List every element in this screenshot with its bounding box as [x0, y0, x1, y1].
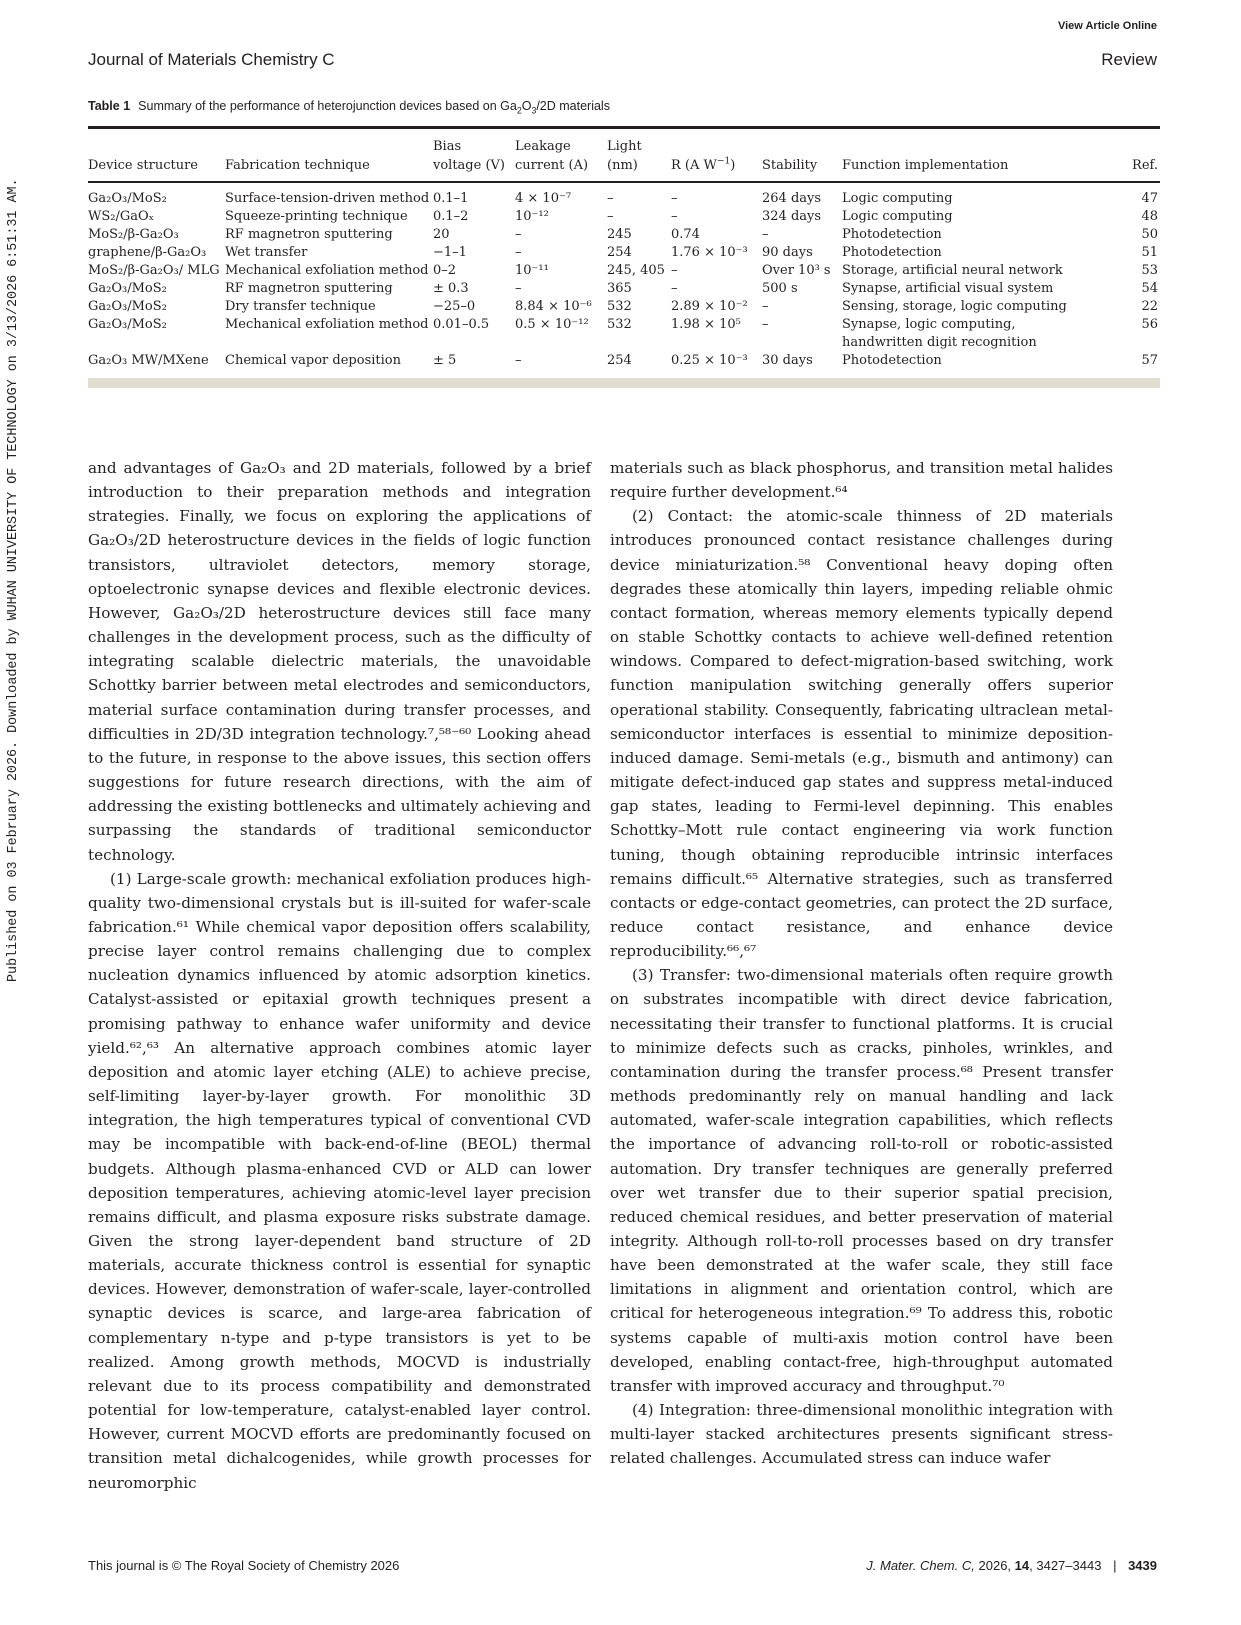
- cell-light: 254: [607, 245, 632, 260]
- cell-ref: 48: [1141, 209, 1158, 224]
- cell-device: MoS₂/β-Ga₂O₃/ MLG: [88, 263, 220, 278]
- header-light: Light (nm): [607, 139, 642, 173]
- cell-ref: 57: [1141, 353, 1158, 368]
- header-stability: Stability: [762, 158, 818, 173]
- cell-leakage: –: [515, 353, 522, 368]
- paragraph: (4) Integration: three-dimensional monolithic integration with multi-layer stacked architectures presents significant stress-related challenges. Accumulated stress can induce wafer: [610, 1401, 1113, 1468]
- cell-device: Ga₂O₃/MoS₂: [88, 281, 167, 296]
- cell-ref: 53: [1141, 263, 1158, 278]
- cell-leakage: 4 × 10⁻⁷: [515, 191, 572, 206]
- paragraph: (3) Transfer: two-dimensional materials often require growth on substrates incompatible with direct device fabrication, necessitating their transfer to functional platforms. It is crucial to minimize defects such as cracks, pinholes, wrinkles, and contamination during the transfer process.⁶⁸ Present transfer methods predominantly rely on manual handling and lack automated, wafer-scale integration capabilities, which reflects the importance of advancing roll-to-roll or robotic-assisted automation. Dry transfer techniques are generally preferred over wet transfer due to their superior spatial precision, reduced chemical residues, and better preservation of material integrity. Although roll-to-roll processes based on dry transfer have been demonstrated at the wafer scale, they still face limitations in alignment and orientation control, which are critical for heterogeneous integration.⁶⁹ To address this, robotic systems capable of multi-axis motion control have been developed, enabling contact-free, high-throughput automated transfer with improved accuracy and throughput.⁷⁰: [610, 966, 1113, 1395]
- cell-bias: 0–2: [433, 263, 457, 278]
- cell-leakage: –: [515, 281, 522, 296]
- cell-function: Synapse, artificial visual system: [842, 281, 1054, 296]
- header-fabrication: Fabrication technique: [225, 158, 370, 173]
- header-bias: Bias voltage (V): [433, 139, 505, 173]
- cell-light: –: [607, 191, 614, 206]
- cell-leakage: –: [515, 245, 522, 260]
- table-row: [88, 352, 1160, 376]
- cell-stability: 30 days: [762, 353, 813, 368]
- cell-ref: 54: [1141, 281, 1158, 296]
- journal-title: Journal of Materials Chemistry C: [88, 50, 335, 69]
- body-column-right: [610, 456, 1113, 1471]
- table-row: [88, 280, 1160, 298]
- cell-fabrication: Mechanical exfoliation method: [225, 263, 429, 278]
- table-row: [88, 262, 1160, 280]
- cell-light: 254: [607, 353, 632, 368]
- table-row: [88, 244, 1160, 262]
- cell-fabrication: RF magnetron sputtering: [225, 281, 393, 296]
- cell-fabrication: Mechanical exfoliation method: [225, 317, 429, 332]
- cell-function: Photodetection: [842, 227, 942, 242]
- citation-year: 2026,: [978, 1558, 1012, 1573]
- cell-ref: 22: [1141, 299, 1158, 314]
- paragraph: and advantages of Ga₂O₃ and 2D materials, followed by a brief introduction to their preparation methods and integration strategies. Finally, we focus on exploring the applications of Ga₂O₃/2D heterostructure devices in the fields of logic function transistors, ultraviolet detectors, memory storage, optoelectronic synapse devices and flexible electronic devices. However, Ga₂O₃/2D heterostructure devices still face many challenges in the development process, such as the difficulty of integrating scalable dielectric materials, the unavoidable Schottky barrier between metal electrodes and semiconductors, material surface contamination during transfer processes, and difficulties in 2D/3D integration technology.⁷,⁵⁸⁻⁶⁰ Looking ahead to the future, in response to the above issues, this section offers suggestions for future research directions, with the aim of addressing the existing bottlenecks and ultimately achieving and surpassing the standards of traditional semiconductor technology.: [88, 459, 591, 864]
- cell-stability: Over 10³ s: [762, 263, 831, 278]
- caption-subscript: 3: [531, 105, 537, 116]
- cell-fabrication: Wet transfer: [225, 245, 308, 260]
- cell-leakage: 0.5 × 10⁻¹²: [515, 317, 589, 332]
- cell-leakage: –: [515, 227, 522, 242]
- caption-text: O: [521, 99, 532, 113]
- cell-stability: 500 s: [762, 281, 798, 296]
- cell-device: MoS₂/β-Ga₂O₃: [88, 227, 179, 242]
- cell-function: Synapse, logic computing, handwritten digit recognition: [842, 317, 1037, 350]
- cell-fabrication: Surface-tension-driven method: [225, 191, 430, 206]
- cell-leakage: 8.84 × 10⁻⁶: [515, 299, 592, 314]
- cell-stability: –: [762, 227, 769, 242]
- table-caption: [88, 99, 610, 116]
- cell-function: Logic computing: [842, 209, 953, 224]
- cell-ref: 51: [1141, 245, 1158, 260]
- table-row: [88, 182, 1160, 208]
- cell-light: 245: [607, 227, 632, 242]
- cell-stability: 90 days: [762, 245, 813, 260]
- cell-responsivity: 0.74: [671, 227, 700, 242]
- cell-light: 532: [607, 317, 632, 332]
- table-header-row: [88, 128, 1160, 183]
- cell-function: Photodetection: [842, 245, 942, 260]
- cell-bias: ± 5: [433, 353, 457, 368]
- citation-journal: J. Mater. Chem. C,: [866, 1558, 975, 1573]
- cell-stability: –: [762, 317, 769, 332]
- cell-bias: 20: [433, 227, 450, 242]
- page-number: 3439: [1128, 1558, 1157, 1573]
- cell-responsivity: 1.98 × 10⁵: [671, 317, 741, 332]
- cell-device: Ga₂O₃/MoS₂: [88, 317, 167, 332]
- cell-function: Storage, artificial neural network: [842, 263, 1063, 278]
- table-label: Table 1: [88, 99, 131, 113]
- cell-responsivity: 0.25 × 10⁻³: [671, 353, 748, 368]
- cell-device: graphene/β-Ga₂O₃: [88, 245, 207, 260]
- performance-table: [88, 126, 1160, 388]
- cell-leakage: 10⁻¹¹: [515, 263, 549, 278]
- download-watermark: Published on 03 February 2026. Downloaded by WUHAN UNIVERSITY OF TECHNOLOGY on 3/13/2026 6:51:31 AM.: [6, 178, 21, 982]
- caption-subscript: 2: [516, 105, 522, 116]
- caption-text: /2D materials: [536, 99, 610, 113]
- table-row: [88, 226, 1160, 244]
- table-row: [88, 298, 1160, 316]
- paragraph: (2) Contact: the atomic-scale thinness of 2D materials introduces pronounced contact resistance challenges during device miniaturization.⁵⁸ Conventional heavy doping often degrades these atomically thin layers, impeding reliable ohmic contact formation, whereas memory elements typically depend on stable Schottky contacts to achieve well-defined retention windows. Compared to defect-migration-based switching, work function manipulation switching generally offers superior operational stability. Consequently, fabricating ultraclean metal-semiconductor interfaces is essential to minimize deposition-induced damage. Semi-metals (e.g., bismuth and antimony) can mitigate defect-induced gap states and suppress metal-induced gap states, leading to Fermi-level depinning. This enables Schottky–Mott rule contact engineering via work function tuning, though obtaining reproducible intrinsic interfaces remains difficult.⁶⁵ Alternative strategies, such as transferred contacts or edge-contact geometries, can protect the 2D surface, reduce contact resistance, and enhance device reproducibility.⁶⁶,⁶⁷: [610, 507, 1113, 961]
- citation-volume: 14: [1014, 1558, 1030, 1573]
- header-device: Device structure: [88, 158, 198, 173]
- cell-function: Sensing, storage, logic computing: [842, 299, 1067, 314]
- header-leakage: Leakage current (A): [515, 139, 589, 173]
- cell-responsivity: 2.89 × 10⁻²: [671, 299, 748, 314]
- cell-light: 532: [607, 299, 632, 314]
- cell-responsivity: –: [671, 209, 678, 224]
- header-ref: Ref.: [1132, 158, 1158, 173]
- cell-device: Ga₂O₃/MoS₂: [88, 299, 167, 314]
- header-function: Function implementation: [842, 158, 1009, 173]
- article-type-label: Review: [1101, 50, 1157, 69]
- cell-ref: 50: [1141, 227, 1158, 242]
- copyright-notice: This journal is © The Royal Society of Chemistry 2026: [88, 1558, 400, 1573]
- cell-responsivity: –: [671, 281, 678, 296]
- cell-stability: –: [762, 299, 769, 314]
- cell-bias: 0.1–2: [433, 209, 469, 224]
- cell-function: Photodetection: [842, 353, 942, 368]
- paragraph: materials such as black phosphorus, and transition metal halides require further development.⁶⁴: [610, 459, 1113, 502]
- cell-stability: 264 days: [762, 191, 822, 206]
- cell-responsivity: –: [671, 263, 678, 278]
- cell-bias: 0.1–1: [433, 191, 469, 206]
- cell-bias: −1–1: [433, 245, 467, 260]
- cell-device: WS₂/GaOₓ: [88, 209, 155, 224]
- cell-device: Ga₂O₃/MoS₂: [88, 191, 167, 206]
- cell-fabrication: Dry transfer technique: [225, 299, 376, 314]
- cell-bias: ± 0.3: [433, 281, 469, 296]
- cell-leakage: 10⁻¹²: [515, 209, 549, 224]
- table-row: [88, 316, 1160, 352]
- cell-light: –: [607, 209, 614, 224]
- footer-separator: |: [1113, 1558, 1117, 1573]
- citation-footer: [866, 1558, 1157, 1573]
- cell-bias: 0.01–0.5: [433, 317, 490, 332]
- body-column-left: [88, 456, 591, 1495]
- cell-function: Logic computing: [842, 191, 953, 206]
- table-row: [88, 208, 1160, 226]
- cell-responsivity: –: [671, 191, 678, 206]
- citation-pages: , 3427–3443: [1029, 1558, 1102, 1573]
- cell-light: 245, 405: [607, 263, 665, 278]
- cell-responsivity: 1.76 × 10⁻³: [671, 245, 748, 260]
- cell-fabrication: Chemical vapor deposition: [225, 353, 401, 368]
- view-article-online-link[interactable]: View Article Online: [1057, 20, 1157, 32]
- cell-fabrication: RF magnetron sputtering: [225, 227, 393, 242]
- cell-ref: 56: [1141, 317, 1158, 332]
- header-responsivity: R (A $W^{-1}$): [671, 156, 736, 173]
- cell-stability: 324 days: [762, 209, 822, 224]
- cell-bias: −25–0: [433, 299, 476, 314]
- paragraph: (1) Large-scale growth: mechanical exfoliation produces high-quality two-dimensional crystals but is ill-suited for wafer-scale fabrication.⁶¹ While chemical vapor deposition offers scalability, precise layer control remains challenging due to complex nucleation dynamics influenced by atomic adsorption kinetics. Catalyst-assisted or epitaxial growth techniques present a promising pathway to enhance wafer uniformity and device yield.⁶²,⁶³ An alternative approach combines atomic layer deposition and atomic layer etching (ALE) to achieve precise, self-limiting layer-by-layer growth. For monolithic 3D integration, the high temperatures typical of conventional CVD may be incompatible with back-end-of-line (BEOL) thermal budgets. Although plasma-enhanced CVD or ALD can lower deposition temperatures, achieving atomic-level layer precision remains difficult, and plasma exposure risks substrate damage. Given the strong layer-dependent band structure of 2D materials, accurate thickness control is essential for synaptic devices. However, demonstration of wafer-scale, layer-controlled synaptic devices is scarce, and large-area fabrication of complementary n-type and p-type transistors is yet to be realized. Among growth methods, MOCVD is industrially relevant due to its process compatibility and demonstrated potential for low-temperature, catalyst-enabled layer control. However, current MOCVD efforts are predominantly focused on transition metal dichalcogenides, while growth processes for neuromorphic: [88, 869, 591, 1492]
- table-bottom-rule: [88, 378, 1160, 388]
- cell-ref: 47: [1141, 191, 1158, 206]
- cell-fabrication: Squeeze-printing technique: [225, 209, 408, 224]
- cell-device: Ga₂O₃ MW/MXene: [88, 353, 209, 368]
- caption-text: Summary of the performance of heterojunction devices based on Ga: [138, 99, 517, 113]
- cell-light: 365: [607, 281, 632, 296]
